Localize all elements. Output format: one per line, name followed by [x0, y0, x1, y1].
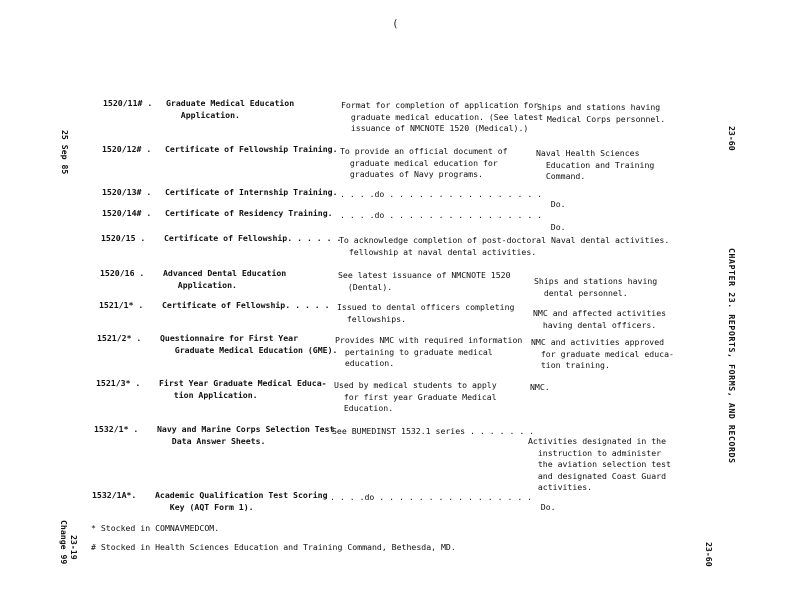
- distribution-line: instruction to administer: [528, 447, 662, 458]
- purpose-line: To acknowledge completion of post-doctoral Naval dental activities.: [339, 235, 670, 245]
- form-title-line: Advanced Dental Education: [163, 268, 287, 278]
- footnote-2: # Stocked in Health Sciences Education and Training Command, Bethesda, MD.: [91, 542, 456, 552]
- form-number: 1520/12# .: [102, 144, 152, 154]
- purpose-line: Issued to dental officers completing: [337, 302, 515, 312]
- purpose-line: graduate medical education for: [340, 157, 498, 168]
- purpose-line: graduate medical education. (See latest: [341, 111, 544, 122]
- form-title-line: Application.: [163, 279, 237, 290]
- form-title-line: tion Application.: [159, 389, 258, 400]
- purpose-line: education.: [335, 358, 395, 368]
- distribution-line: NMC.: [530, 382, 550, 392]
- form-title-line: Certificate of Fellowship. . . . . .: [164, 233, 342, 243]
- distribution-line: Do.: [526, 502, 556, 512]
- distribution-line: Education and Training: [536, 159, 655, 170]
- distribution-line: dental personnel.: [534, 287, 628, 298]
- form-title-line: Certificate of Residency Training.: [165, 208, 333, 218]
- distribution-line: Medical Corps personnel.: [537, 113, 666, 124]
- form-title-line: Certificate of Fellowship Training.: [165, 144, 338, 154]
- purpose-line: Education.: [334, 403, 394, 413]
- form-number: 1520/16 .: [100, 268, 145, 278]
- form-title-line: Graduate Medical Education (GME).: [160, 344, 338, 355]
- purpose-line: See BUMEDINST 1532.1 series . . . . . . .: [332, 426, 535, 436]
- distribution-line: Activities designated in the: [528, 436, 667, 446]
- form-number: 1532/1* .: [94, 424, 139, 434]
- form-title-line: Academic Qualification Test Scoring: [155, 490, 328, 500]
- change-number: Change 99: [59, 520, 69, 565]
- purpose-line: graduates of Navy programs.: [340, 169, 483, 179]
- chapter-title: CHAPTER 23. REPORTS, FORMS, AND RECORDS: [727, 248, 737, 464]
- form-title-line: Application.: [166, 109, 240, 120]
- purpose-line: . . . .do . . . . . . . . . . . . . . . .: [340, 210, 543, 220]
- purpose-line: Provides NMC with required information: [335, 335, 523, 345]
- distribution-line: activities.: [528, 482, 593, 492]
- distribution-line: NMC and affected activities: [533, 308, 667, 318]
- date-margin: 25 Sep 85: [60, 130, 70, 175]
- distribution-line: tion training.: [531, 360, 610, 370]
- form-title-line: Certificate of Fellowship. . . . .: [162, 300, 330, 310]
- distribution-line: Ships and stations having: [537, 102, 661, 112]
- footnote-1: * Stocked in COMNAVMEDCOM.: [91, 523, 220, 533]
- form-title-line: Key (AQT Form 1).: [155, 501, 254, 512]
- stray-mark: (: [392, 17, 399, 30]
- purpose-line: fellowships.: [337, 313, 407, 324]
- purpose-line: See latest issuance of NMCNOTE 1520: [338, 270, 511, 280]
- distribution-line: having dental officers.: [533, 319, 657, 330]
- distribution-line: Ships and stations having: [534, 276, 658, 286]
- distribution-line: NMC and activities approved: [531, 337, 665, 347]
- purpose-line: To provide an official document of: [340, 146, 508, 156]
- form-title-line: Questionnaire for First Year: [160, 333, 299, 343]
- purpose-line: Format for completion of application for: [341, 100, 539, 110]
- purpose-line: fellowship at naval dental activities.: [339, 246, 537, 257]
- left-page-number: 23-19: [69, 535, 79, 560]
- purpose-line: (Dental).: [338, 281, 393, 292]
- form-title-line: Navy and Marine Corps Selection Test: [157, 424, 335, 434]
- purpose-line: . . . .do . . . . . . . . . . . . . . . .: [340, 189, 543, 199]
- purpose-line: . . . .do . . . . . . . . . . . . . . . .: [330, 492, 533, 502]
- form-number: 1520/13# .: [102, 187, 152, 197]
- form-title-line: Graduate Medical Education: [166, 98, 295, 108]
- form-title-line: First Year Graduate Medical Educa-: [159, 378, 327, 388]
- right-page-number-bottom: 23-60: [704, 542, 714, 567]
- purpose-line: pertaining to graduate medical: [335, 346, 493, 357]
- distribution-line: Command.: [536, 171, 586, 181]
- form-number: 1521/2* .: [97, 333, 142, 343]
- distribution-line: Naval Health Sciences: [536, 148, 640, 158]
- distribution-line: for graduate medical educa-: [531, 348, 674, 359]
- form-number: 1520/11# .: [103, 98, 153, 108]
- form-number: 1521/1* .: [99, 300, 144, 310]
- form-title-line: Certificate of Internship Training.: [165, 187, 338, 197]
- form-title-line: Data Answer Sheets.: [157, 435, 266, 446]
- form-number: 1532/1A*.: [92, 490, 137, 500]
- distribution-line: Do.: [536, 199, 566, 209]
- form-number: 1520/15 .: [101, 233, 146, 243]
- distribution-line: and designated Coast Guard: [528, 470, 667, 481]
- purpose-line: Used by medical students to apply: [334, 380, 497, 390]
- distribution-line: Do.: [536, 222, 566, 232]
- distribution-line: the aviation selection test: [528, 459, 671, 469]
- right-page-number-top: 23-60: [727, 126, 737, 151]
- purpose-line: issuance of NMCNOTE 1520 (Medical).): [341, 123, 529, 133]
- purpose-line: for first year Graduate Medical: [334, 391, 497, 402]
- form-number: 1521/3* .: [96, 378, 141, 388]
- form-number: 1520/14# .: [102, 208, 152, 218]
